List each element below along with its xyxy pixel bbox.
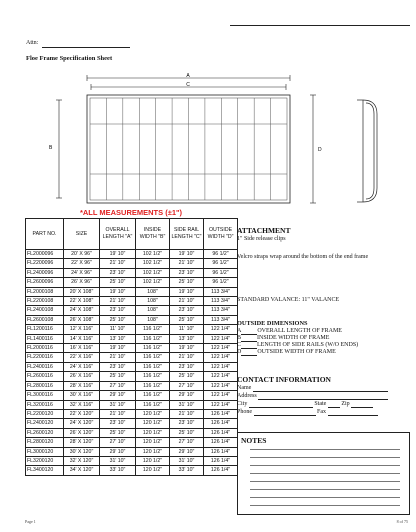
cell-overall-length: 29' 10" [100, 391, 136, 400]
frame-ribs [90, 98, 287, 200]
cell-overall-length: 11' 10" [100, 325, 136, 334]
cell-outside-width: 122 1/4" [204, 381, 238, 390]
cell-part-no: FL2400108 [26, 306, 64, 315]
cell-outside-width: 122 1/4" [204, 372, 238, 381]
cell-size: 32' X 116" [64, 400, 100, 409]
col-header-inside-width: INSIDE WIDTH "B" [136, 219, 170, 250]
cell-side-rail-length: 19' 10" [170, 287, 204, 296]
cell-part-no: FL2200096 [26, 259, 64, 268]
cell-inside-width: 108" [136, 287, 170, 296]
cell-size: 26' X 120" [64, 428, 100, 437]
frame-diagram [25, 70, 410, 210]
cell-inside-width: 116 1/2" [136, 391, 170, 400]
cell-side-rail-length: 25' 10" [170, 315, 204, 324]
cell-overall-length: 21' 10" [100, 297, 136, 306]
cell-part-no: FL1200116 [26, 325, 64, 334]
cell-side-rail-length: 19' 10" [170, 250, 204, 259]
cell-overall-length: 23' 10" [100, 419, 136, 428]
cell-overall-length: 13' 10" [100, 334, 136, 343]
contact-city-row [237, 401, 373, 408]
cell-overall-length: 25' 10" [100, 372, 136, 381]
cell-part-no: FL3000116 [26, 391, 64, 400]
cell-inside-width: 108" [136, 306, 170, 315]
cell-inside-width: 120 1/2" [136, 409, 170, 418]
dimension-text: LENGTH OF SIDE RAILS (W/O ENDS) [257, 342, 359, 348]
contact-fax-label: Fax [317, 409, 326, 415]
cell-overall-length: 21' 10" [100, 259, 136, 268]
cell-outside-width: 126 1/4" [204, 466, 238, 475]
cell-overall-length: 25' 10" [100, 278, 136, 287]
cell-outside-width: 126 1/4" [204, 409, 238, 418]
cell-inside-width: 120 1/2" [136, 456, 170, 465]
cell-part-no: FL2400116 [26, 362, 64, 371]
dim-label-a: A [186, 73, 190, 79]
cell-size: 12' X 116" [64, 325, 100, 334]
table-row [26, 447, 238, 456]
col-header-outside-width: OUTSIDE WIDTH "D" [204, 219, 238, 250]
table-row [26, 372, 238, 381]
frame-diagram-svg [25, 70, 410, 210]
contact-address-label: Address [237, 393, 257, 399]
table-row [26, 466, 238, 475]
cell-side-rail-length: 31' 10" [170, 456, 204, 465]
cell-part-no: FL2000108 [26, 287, 64, 296]
cell-side-rail-length: 25' 10" [170, 428, 204, 437]
contact-fax-field[interactable] [328, 415, 378, 416]
cell-outside-width: 96 1/2" [204, 250, 238, 259]
cell-outside-width: 122 1/4" [204, 325, 238, 334]
cell-size: 22' X 120" [64, 409, 100, 418]
dimension-text: OVERALL LENGTH OF FRAME [257, 328, 342, 334]
table-row [26, 278, 238, 287]
cell-side-rail-length: 21' 10" [170, 353, 204, 362]
table-row [26, 400, 238, 409]
cell-side-rail-length: 25' 10" [170, 278, 204, 287]
notes-line [250, 489, 400, 490]
cell-overall-length: 19' 10" [100, 344, 136, 353]
cell-part-no: FL2000116 [26, 344, 64, 353]
cell-part-no: FL2400096 [26, 268, 64, 277]
cell-part-no: FL3000120 [26, 447, 64, 456]
valance-text: STANDARD VALANCE: 11" VALANCE [237, 297, 340, 303]
table-row [26, 287, 238, 296]
cell-outside-width: 113 3/4" [204, 315, 238, 324]
cell-inside-width: 120 1/2" [136, 419, 170, 428]
cell-outside-width: 122 1/4" [204, 362, 238, 371]
cell-size: 22' X 96" [64, 259, 100, 268]
cell-outside-width: 122 1/4" [204, 334, 238, 343]
attachment-heading: ATTACHMENT [237, 226, 291, 235]
cell-size: 24' X 108" [64, 306, 100, 315]
cell-side-rail-length: 23' 10" [170, 306, 204, 315]
dimension-text: INSIDE WIDTH OF FRAME [257, 335, 330, 341]
dimension-item [237, 349, 410, 356]
table-row [26, 353, 238, 362]
cell-size: 30' X 120" [64, 447, 100, 456]
cell-inside-width: 116 1/2" [136, 344, 170, 353]
cell-overall-length: 25' 10" [100, 315, 136, 324]
cell-overall-length: 23' 10" [100, 362, 136, 371]
cell-inside-width: 116 1/2" [136, 400, 170, 409]
notes-line [250, 497, 400, 498]
table-row [26, 438, 238, 447]
dimension-letter: B [237, 335, 242, 341]
cell-outside-width: 126 1/4" [204, 428, 238, 437]
cell-side-rail-length: 33' 10" [170, 466, 204, 475]
table-row [26, 268, 238, 277]
cell-part-no: FL2200120 [26, 409, 64, 418]
cell-part-no: FL2000096 [26, 250, 64, 259]
cell-overall-length: 21' 10" [100, 353, 136, 362]
table-row [26, 409, 238, 418]
cell-outside-width: 122 1/4" [204, 391, 238, 400]
cell-inside-width: 116 1/2" [136, 372, 170, 381]
contact-zip-field[interactable] [351, 407, 373, 408]
cell-part-no: FL2800116 [26, 381, 64, 390]
table-row [26, 344, 238, 353]
cell-inside-width: 108" [136, 297, 170, 306]
dimension-letter: A [237, 328, 242, 334]
cell-overall-length: 21' 10" [100, 409, 136, 418]
cell-outside-width: 113 3/4" [204, 297, 238, 306]
cell-size: 26' X 108" [64, 315, 100, 324]
contact-zip-label: Zip [341, 401, 350, 407]
cell-overall-length: 33' 10" [100, 466, 136, 475]
cell-size: 24' X 120" [64, 419, 100, 428]
col-header-side-rail-length: SIDE RAIL LENGTH "C" [170, 219, 204, 250]
dimension-input-line[interactable] [241, 355, 257, 356]
dimension-item [237, 335, 410, 342]
cell-inside-width: 116 1/2" [136, 381, 170, 390]
cell-part-no: FL2200116 [26, 353, 64, 362]
cell-overall-length: 31' 10" [100, 456, 136, 465]
cell-overall-length: 19' 10" [100, 287, 136, 296]
notes-line [250, 473, 400, 474]
table-row [26, 419, 238, 428]
cell-inside-width: 120 1/2" [136, 428, 170, 437]
cell-inside-width: 102 1/2" [136, 268, 170, 277]
cell-size: 20' X 108" [64, 287, 100, 296]
cell-outside-width: 96 1/2" [204, 278, 238, 287]
contact-state-field[interactable] [328, 407, 340, 408]
notes-line [250, 465, 400, 466]
cell-side-rail-length: 27' 10" [170, 438, 204, 447]
footer-left: Page 1 [25, 519, 36, 524]
notes-line [250, 505, 400, 506]
table-row [26, 334, 238, 343]
cell-size: 22' X 108" [64, 297, 100, 306]
notes-box[interactable] [237, 432, 410, 515]
cell-outside-width: 113 3/4" [204, 287, 238, 296]
cell-outside-width: 122 1/4" [204, 344, 238, 353]
cell-side-rail-length: 31' 10" [170, 400, 204, 409]
attachment-text: Velcro straps wrap around the bottom of the end frame [237, 254, 369, 260]
contact-phone-field[interactable] [254, 415, 316, 416]
contact-state-label: State [314, 401, 327, 407]
cell-part-no: FL2600120 [26, 428, 64, 437]
cell-side-rail-length: 23' 10" [170, 362, 204, 371]
footer-right: 8 of 75 [396, 519, 408, 524]
dimension-text: OUTSIDE WIDTH OF FRAME [257, 349, 336, 355]
dimension-letter: C [237, 342, 242, 348]
cell-part-no: FL2400120 [26, 419, 64, 428]
cell-size: 22' X 116" [64, 353, 100, 362]
spec-table [25, 218, 238, 476]
col-header-overall-length: OVERALL LENGTH "A" [100, 219, 136, 250]
cell-part-no: FL2600108 [26, 315, 64, 324]
page-title: Floe Frame Specification Sheet [26, 55, 113, 62]
cell-size: 26' X 96" [64, 278, 100, 287]
cell-side-rail-length: 19' 10" [170, 344, 204, 353]
col-header-size: SIZE [64, 219, 100, 250]
cell-overall-length: 19' 10" [100, 250, 136, 259]
contact-name-label: Name [237, 385, 252, 391]
spec-table-header [26, 219, 238, 250]
cell-outside-width: 126 1/4" [204, 456, 238, 465]
cell-size: 20' X 96" [64, 250, 100, 259]
cell-inside-width: 116 1/2" [136, 325, 170, 334]
cell-inside-width: 116 1/2" [136, 353, 170, 362]
cell-overall-length: 27' 10" [100, 381, 136, 390]
cell-part-no: FL2600116 [26, 372, 64, 381]
cell-part-no: FL2800120 [26, 438, 64, 447]
attn-input-line[interactable] [42, 47, 130, 48]
table-row [26, 456, 238, 465]
cell-outside-width: 122 1/4" [204, 353, 238, 362]
cell-side-rail-length: 29' 10" [170, 391, 204, 400]
contact-name-field[interactable] [253, 391, 388, 392]
dimension-item [237, 328, 410, 335]
cell-overall-length: 31' 10" [100, 400, 136, 409]
table-row [26, 259, 238, 268]
cell-part-no: FL3400120 [26, 466, 64, 475]
top-rule [230, 25, 410, 26]
cell-part-no: FL3200120 [26, 456, 64, 465]
cell-size: 32' X 120" [64, 456, 100, 465]
cell-side-rail-length: 29' 10" [170, 447, 204, 456]
cell-inside-width: 120 1/2" [136, 438, 170, 447]
table-row [26, 325, 238, 334]
dim-label-b: B [49, 145, 53, 151]
cell-part-no: FL1400116 [26, 334, 64, 343]
contact-heading: CONTACT INFORMATION [237, 375, 331, 384]
cell-side-rail-length: 21' 10" [170, 409, 204, 418]
cell-size: 30' X 116" [64, 391, 100, 400]
cell-size: 24' X 96" [64, 268, 100, 277]
cell-outside-width: 96 1/2" [204, 268, 238, 277]
dim-label-d: D [318, 147, 322, 153]
contact-city-label: City [237, 401, 248, 407]
contact-name-row [237, 385, 388, 392]
cell-inside-width: 116 1/2" [136, 334, 170, 343]
contact-city-field[interactable] [249, 407, 313, 408]
cell-side-rail-length: 11' 10" [170, 325, 204, 334]
cell-size: 16' X 116" [64, 344, 100, 353]
table-row [26, 297, 238, 306]
dim-label-c: C [186, 82, 190, 88]
contact-phone-label: Phone [237, 409, 252, 415]
cell-size: 14' X 116" [64, 334, 100, 343]
cell-side-rail-length: 13' 10" [170, 334, 204, 343]
cell-inside-width: 116 1/2" [136, 362, 170, 371]
cell-size: 26' X 116" [64, 372, 100, 381]
cell-side-rail-length: 21' 10" [170, 297, 204, 306]
cell-part-no: FL2200108 [26, 297, 64, 306]
table-row [26, 381, 238, 390]
cell-side-rail-length: 21' 10" [170, 259, 204, 268]
frame-side-profile [357, 100, 377, 202]
cell-side-rail-length: 23' 10" [170, 419, 204, 428]
cell-outside-width: 126 1/4" [204, 447, 238, 456]
measurement-note: *ALL MEASUREMENTS (±1") [79, 208, 183, 217]
dimension-item [237, 342, 410, 349]
notes-line [250, 457, 400, 458]
cell-outside-width: 122 1/4" [204, 400, 238, 409]
cell-part-no: FL3200116 [26, 400, 64, 409]
cell-outside-width: 126 1/4" [204, 419, 238, 428]
cell-overall-length: 25' 10" [100, 428, 136, 437]
cell-inside-width: 102 1/2" [136, 259, 170, 268]
col-header-part-no: PART NO. [26, 219, 64, 250]
cell-size: 34' X 120" [64, 466, 100, 475]
cell-overall-length: 23' 10" [100, 306, 136, 315]
contact-address-row [237, 393, 388, 400]
cell-outside-width: 96 1/2" [204, 259, 238, 268]
cell-inside-width: 120 1/2" [136, 466, 170, 475]
outside-dimensions-heading: OUTSIDE DIMENSIONS [237, 320, 308, 327]
contact-address-field[interactable] [258, 399, 388, 400]
cell-inside-width: 102 1/2" [136, 250, 170, 259]
table-row [26, 428, 238, 437]
table-row [26, 362, 238, 371]
cell-size: 28' X 116" [64, 381, 100, 390]
cell-outside-width: 126 1/4" [204, 438, 238, 447]
cell-overall-length: 23' 10" [100, 268, 136, 277]
cell-outside-width: 113 3/4" [204, 306, 238, 315]
attn-label: Attn: [26, 40, 39, 46]
table-row [26, 315, 238, 324]
cell-inside-width: 108" [136, 315, 170, 324]
notes-heading: NOTES [241, 436, 267, 445]
dimension-letter: D [237, 349, 242, 355]
cell-overall-length: 27' 10" [100, 438, 136, 447]
attachment-subheading: 1" Side release clips [237, 236, 286, 242]
cell-size: 28' X 120" [64, 438, 100, 447]
table-row [26, 391, 238, 400]
cell-part-no: FL2600096 [26, 278, 64, 287]
cell-side-rail-length: 27' 10" [170, 381, 204, 390]
cell-side-rail-length: 23' 10" [170, 268, 204, 277]
cell-inside-width: 102 1/2" [136, 278, 170, 287]
cell-size: 24' X 116" [64, 362, 100, 371]
table-row [26, 306, 238, 315]
contact-phone-row [237, 409, 378, 416]
cell-overall-length: 29' 10" [100, 447, 136, 456]
notes-line [250, 449, 400, 450]
table-row [26, 250, 238, 259]
notes-line [250, 481, 400, 482]
dimension-list [237, 328, 410, 356]
cell-side-rail-length: 25' 10" [170, 372, 204, 381]
cell-inside-width: 120 1/2" [136, 447, 170, 456]
